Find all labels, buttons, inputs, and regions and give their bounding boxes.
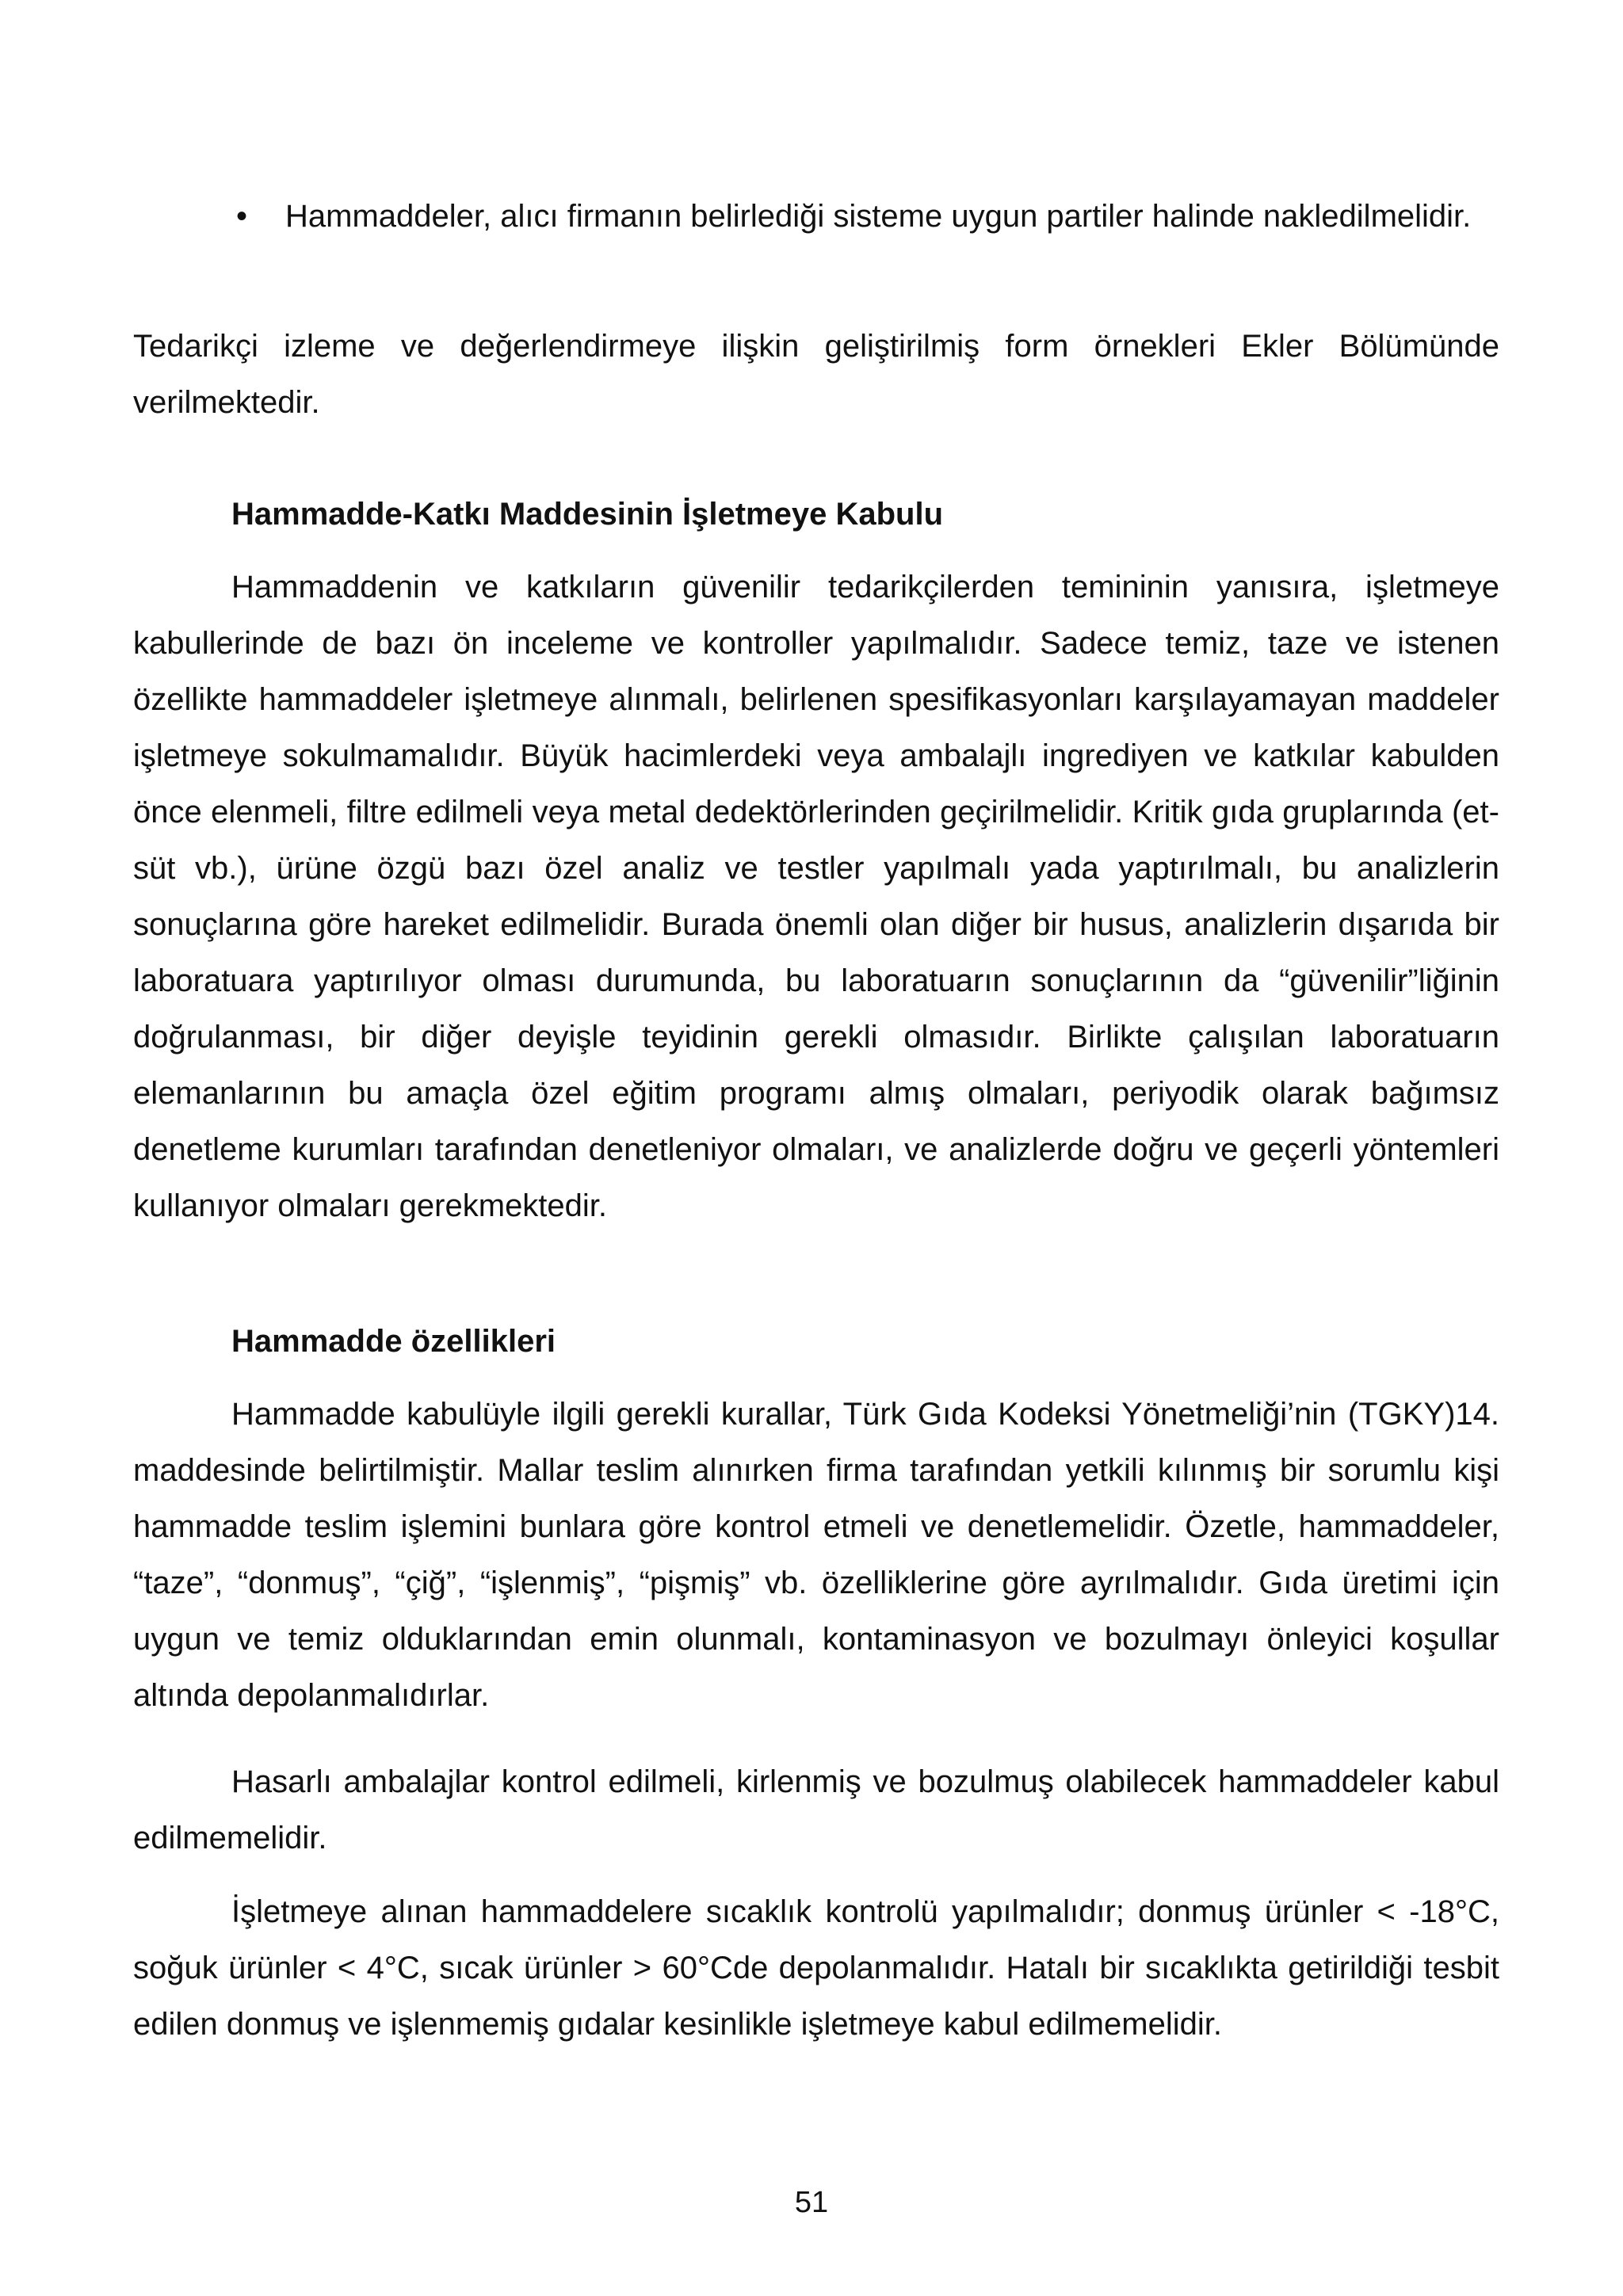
bullet-list-item (133, 189, 1499, 245)
section-heading-acceptance: Hammadde-Katkı Maddesinin İşletmeye Kabulu (231, 497, 944, 532)
bullet-marker: • (236, 199, 248, 234)
page-number: 51 (794, 2186, 829, 2219)
bullet-text: Hammaddeler, alıcı firmanın belirlediği sisteme uygun partiler halinde nakledilmelidir. (285, 199, 1472, 234)
supplier-forms-paragraph: Tedarikçi izleme ve değerlendirmeye ilişkin geliştirilmiş form örnekleri Ekler Bölümünde verilmektedir. (133, 329, 1499, 420)
properties-paragraph: Hammadde kabulüyle ilgili gerekli kurallar, Türk Gıda Kodeksi Yönetmeliği’nin (TGKY)14. maddesinde belirtilmiştir. Mallar teslim alınırken firma tarafından yetkili kılınmış bir sorumlu kişi hammadde teslim işlemini bunlara göre kontrol etmeli ve denetlemelidir. Özetle, hammaddeler, “taze”, “donmuş”, “çiğ”, “işlenmiş”, “pişmiş” vb. özelliklerine göre ayrılmalıdır. Gıda üretimi için uygun ve temiz olduklarından emin olunmalı, kontaminasyon ve bozulmayı önleyici koşullar altında depolanmalıdırlar. (133, 1397, 1499, 1713)
damaged-packaging-paragraph: Hasarlı ambalajlar kontrol edilmeli, kirlenmiş ve bozulmuş olabilecek hammaddeler kabul edilmemelidir. (133, 1764, 1499, 1855)
acceptance-paragraph: Hammaddenin ve katkıların güvenilir tedarikçilerden temininin yanısıra, işletmeye kabullerinde de bazı ön inceleme ve kontroller yapılmalıdır. Sadece temiz, taze ve istenen özellikte hammaddeler işletmeye alınmalı, belirlenen spesifikasyonları karşılayamayan maddeler işletmeye sokulmamalıdır. Büyük hacimlerdeki veya ambalajlı ingrediyen ve katkılar kabulden önce elenmeli, filtre edilmeli veya metal dedektörlerinden geçirilmelidir. Kritik gıda gruplarında (et-süt vb.), ürüne özgü bazı özel analiz ve testler yapılmalı yada yaptırılmalı, bu analizlerin sonuçlarına göre hareket edilmelidir. Burada önemli olan diğer bir husus, analizlerin dışarıda bir laboratuara yaptırılıyor olması durumunda, bu laboratuarın sonuçlarının da “güvenilir”liğinin doğrulanması, bir diğer deyişle teyidinin gerekli olmasıdır. Birlikte çalışılan laboratuarın elemanlarının bu amaçla özel eğitim programı almış olmaları, periyodik olarak bağımsız denetleme kurumları tarafından denetleniyor olmaları, ve analizlerde doğru ve geçerli yöntemleri kullanıyor olmaları gerekmektedir. (133, 570, 1499, 1223)
section-heading-properties: Hammadde özellikleri (231, 1324, 556, 1359)
temperature-control-paragraph: İşletmeye alınan hammaddelere sıcaklık kontrolü yapılmalıdır; donmuş ürünler < -18°C, soğuk ürünler < 4°C, sıcak ürünler > 60°Cde depolanmalıdır. Hatalı bir sıcaklıkta getirildiği tesbit edilen donmuş ve işlenmemiş gıdalar kesinlikle işletmeye kabul edilmemelidir. (133, 1894, 1499, 2042)
